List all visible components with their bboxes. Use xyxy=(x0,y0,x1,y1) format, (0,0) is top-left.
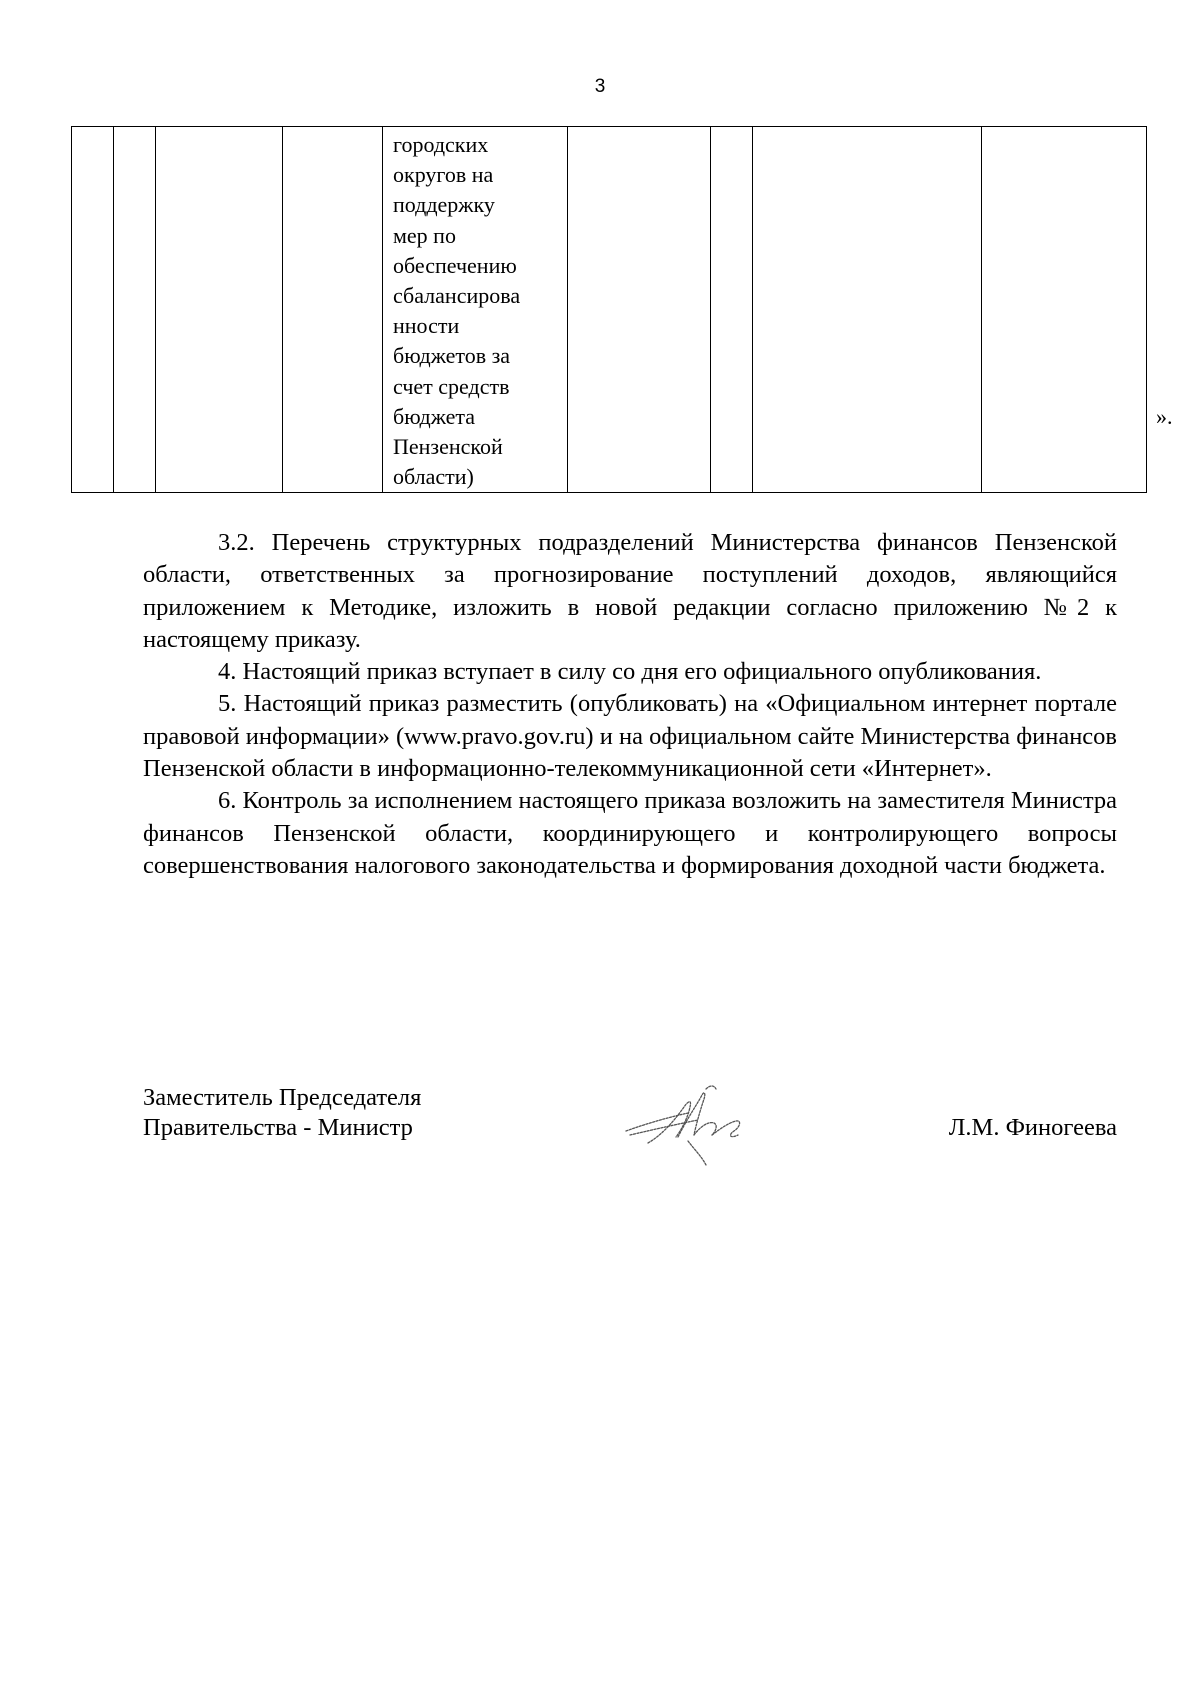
description-line: нности xyxy=(393,313,460,339)
description-line: сбалансирова xyxy=(393,283,521,309)
budget-table xyxy=(71,126,1147,493)
description-line: обеспечению xyxy=(393,252,517,278)
signature-block xyxy=(143,1083,1117,1203)
signer-position xyxy=(143,1083,421,1143)
table-cell xyxy=(283,127,383,493)
signer-position-line: Заместитель Председателя xyxy=(143,1084,422,1111)
paragraph-4: 4. Настоящий приказ вступает в силу со дня его официального опубликования. xyxy=(218,658,1042,686)
table-cell-description xyxy=(383,127,568,493)
signer-name: Л.М. Финогеева xyxy=(948,1114,1117,1141)
table-cell xyxy=(982,127,1147,493)
signer-position-line: Правительства - Министр xyxy=(143,1114,413,1141)
paragraph-3-2: 3.2. Перечень структурных подразделений Министерства финансов Пензенской области, ответственных за прогнозирование поступлений доходов, являющийся приложением к Методике, изложить в новой редакции согласно приложению №2 к настоящему приказу. xyxy=(143,529,1117,653)
description-line: мер по xyxy=(393,222,456,248)
description-line: городских xyxy=(393,132,489,157)
document-body xyxy=(143,527,1117,882)
table-row xyxy=(72,127,1147,493)
table-cell xyxy=(156,127,283,493)
description-line: области) xyxy=(393,464,474,490)
description-line: счет средств xyxy=(393,373,510,399)
table-cell xyxy=(711,127,753,493)
description-line: поддержку xyxy=(393,192,495,218)
description-line: бюджетов за xyxy=(393,343,511,369)
table-cell xyxy=(753,127,982,493)
description-text xyxy=(383,127,567,492)
table-cell xyxy=(114,127,156,493)
table-cell xyxy=(568,127,711,493)
description-line: Пензенской xyxy=(393,434,503,460)
paragraph-5: 5. Настоящий приказ разместить (опубликовать) на «Официальном интернет портале правовой информации» (www.pravo.gov.ru) и на официальном сайте Министерства финансов Пензенской области в информационно-телекоммуникационной сети «Интернет». xyxy=(143,690,1117,783)
description-line: бюджета xyxy=(393,403,476,429)
handwritten-signature xyxy=(618,1077,778,1177)
table-cell xyxy=(72,127,114,493)
page-number: 3 xyxy=(594,76,606,97)
description-line: округов на xyxy=(393,162,494,188)
paragraph-6: 6. Контроль за исполнением настоящего приказа возложить на заместителя Министра финансов Пензенской области, координирующего и контролирующего вопросы совершенствования налогового законодательства и формирования доходной части бюджета. xyxy=(143,787,1117,879)
closing-quote-mark: ». xyxy=(1156,404,1173,429)
